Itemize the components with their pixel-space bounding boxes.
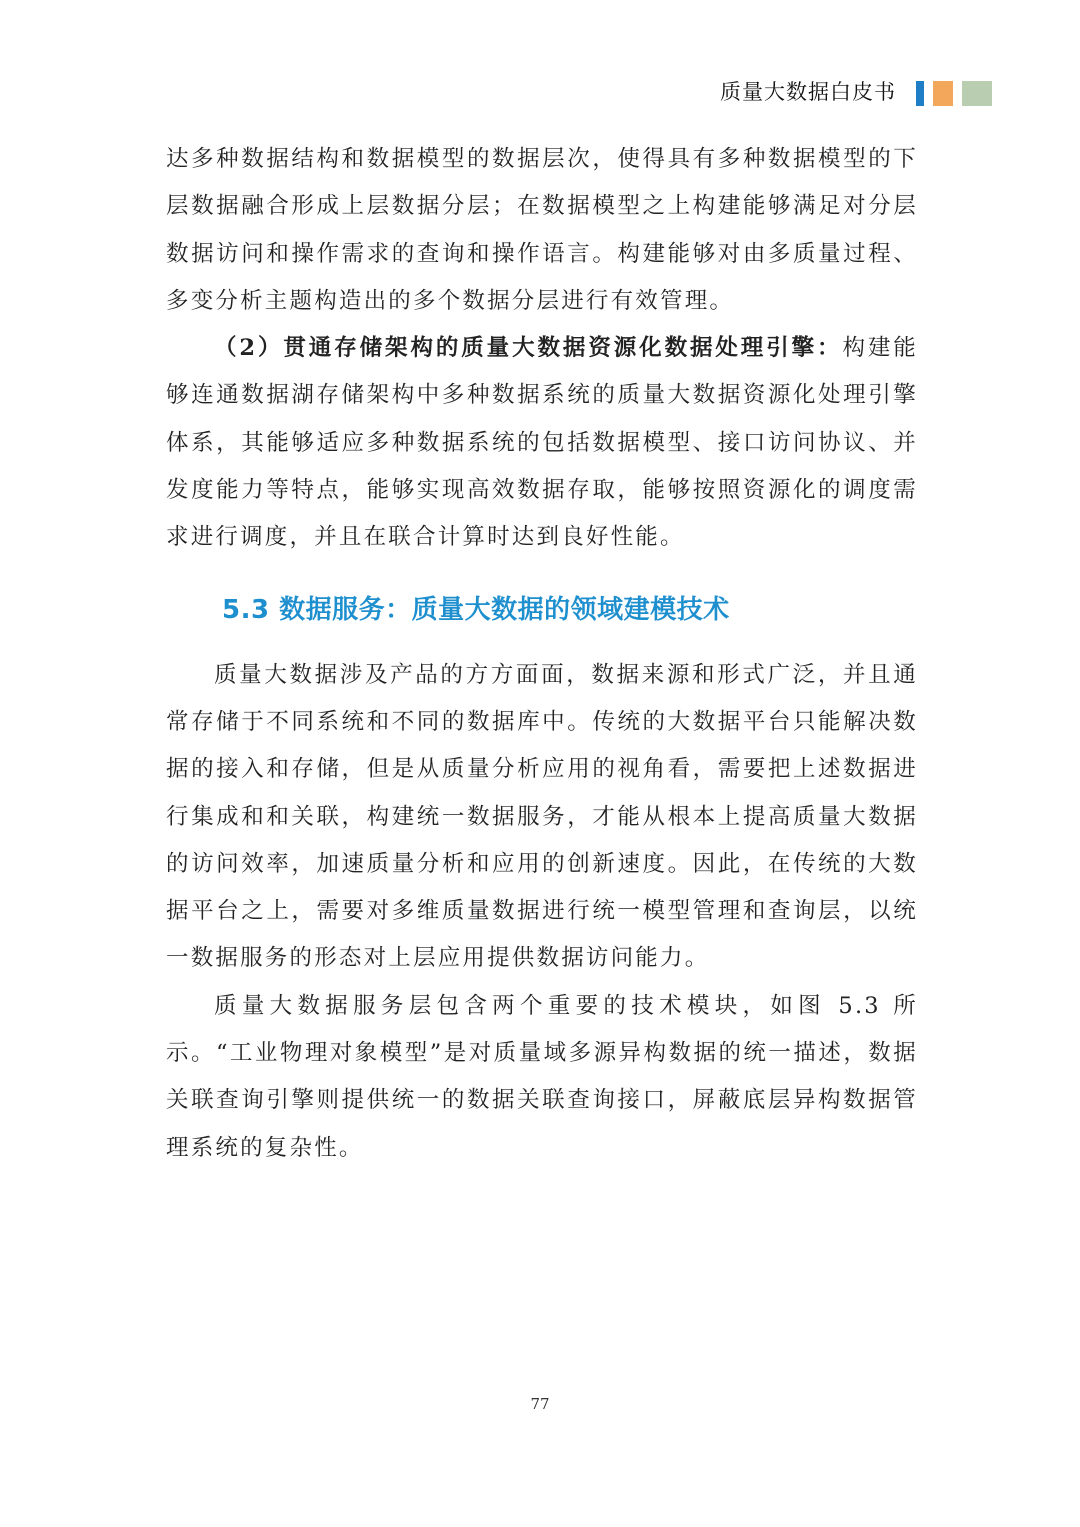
page-number: 77 [530,1395,550,1413]
item-2-text: 构建能够连通数据湖存储架构中多种数据系统的质量大数据资源化处理引擎体系，其能够适应多种数据系统的包括数据模型、接口访问协议、并发度能力等特点，能够实现高效数据存取，能够按照资源化的调度需求进行调度，并且在联合计算时达到良好性能。 [166,335,918,551]
section-heading: 5.3 数据服务：质量大数据的领域建模技术 [222,594,730,625]
page-header [0,74,1080,110]
section-paragraph-1: 质量大数据涉及产品的方方面面，数据来源和形式广泛，并且通常存储于不同系统和不同的数据库中。传统的大数据平台只能解决数据的接入和存储，但是从质量分析应用的视角看，需要把上述数据进行集成和和关联，构建统一数据服务，才能从根本上提高质量大数据的访问效率，加速质量分析和应用的创新速度。因此，在传统的大数据平台之上，需要对多维质量数据进行统一模型管理和查询层，以统一数据服务的形态对上层应用提供数据访问能力。 [166,661,918,972]
page-body [166,136,918,1172]
header-color-bar-green [962,81,992,106]
paragraph-item-2 [166,325,918,561]
item-2-lead: （2）贯通存储架构的质量大数据资源化数据处理引擎： [214,335,843,362]
paragraph-continued: 达多种数据结构和数据模型的数据层次，使得具有多种数据模型的下层数据融合形成上层数据分层；在数据模型之上构建能够满足对分层数据访问和操作需求的查询和操作语言。构建能够对由多质量过程、多变分析主题构造出的多个数据分层进行有效管理。 [166,146,918,314]
header-color-bar-blue [916,81,924,106]
document-title: 质量大数据白皮书 [720,80,896,104]
section-paragraph-2: 质量大数据服务层包含两个重要的技术模块，如图 5.3 所示。“工业物理对象模型”是对质量域多源异构数据的统一描述，数据关联查询引擎则提供统一的数据关联查询接口，屏蔽底层异构数据管理系统的复杂性。 [166,992,918,1161]
header-color-bar-orange [933,81,953,106]
